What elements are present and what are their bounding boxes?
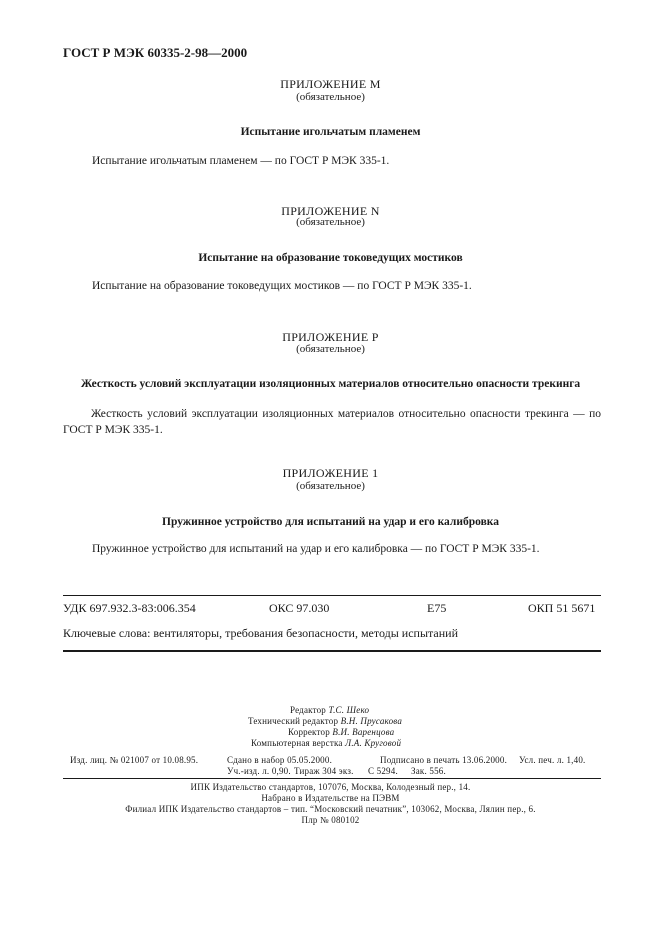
order-number: Зак. 556. [411, 766, 446, 776]
signed-date: Подписано в печать 13.06.2000. [380, 755, 508, 765]
oks-code: ОКС 97.030 [269, 601, 330, 615]
appendix-p-title: ПРИЛОЖЕНИЕ P [282, 330, 379, 344]
typeset-by: Набрано в Издательстве на ПЭВМ [261, 793, 400, 803]
okp-code: ОКП 51 5671 [528, 601, 596, 615]
appendix-p-heading: Жесткость условий эксплуатации изоляционных материалов относительно опасности трекинга [80, 378, 581, 390]
typeset-date: Сдано в набор 05.05.2000. [227, 755, 333, 765]
appendix-1-body: Пружинное устройство для испытаний на удар и его калибровка — по ГОСТ Р МЭК 335-1. [92, 543, 540, 555]
plr-number: Плр № 080102 [301, 815, 360, 825]
edu-sheets: Уч.-изд. л. 0,90. [227, 766, 291, 776]
appendix-n-body: Испытание на образование токоведущих мостиков — по ГОСТ Р МЭК 335-1. [92, 280, 472, 292]
layout-label: Компьютерная верстка [251, 738, 343, 748]
classification-bottom-rule [63, 650, 601, 652]
appendix-m-title: ПРИЛОЖЕНИЕ M [280, 77, 381, 91]
appendix-n-status: (обязательное) [296, 216, 365, 228]
group-code: Е75 [427, 601, 447, 615]
appendix-n-heading: Испытание на образование токоведущих мостиков [198, 252, 463, 264]
print-sheets: Усл. печ. л. 1,40. [519, 755, 586, 765]
corrector-name: В.И. Варенцова [332, 727, 395, 737]
appendix-p-status: (обязательное) [296, 343, 365, 355]
appendix-1-title: ПРИЛОЖЕНИЕ 1 [282, 466, 379, 480]
tech-editor-name: В.Н. Прусакова [340, 716, 403, 726]
editor-label: Редактор [290, 705, 327, 715]
appendix-1-heading: Пружинное устройство для испытаний на удар и его калибровка [162, 516, 499, 528]
branch-address: Филиал ИПК Издательство стандартов – тип. “Московский печатник”, 103062, Москва, Лялин пер., 6. [125, 804, 536, 814]
publisher-address: ИПК Издательство стандартов, 107076, Москва, Колодезный пер., 14. [190, 782, 471, 792]
appendix-m-heading: Испытание игольчатым пламенем [240, 126, 421, 138]
appendix-m-status: (обязательное) [296, 91, 365, 103]
udk-code: УДК 697.932.3-83:006.354 [63, 601, 196, 615]
license-text: Изд. лиц. № 021007 от 10.08.95. [70, 755, 199, 765]
document-code: ГОСТ Р МЭК 60335-2-98—2000 [63, 45, 248, 60]
keywords-line: Ключевые слова: вентиляторы, требования безопасности, методы испытаний [63, 626, 459, 640]
corrector-line [288, 727, 394, 737]
print-code: С 5294. [368, 766, 398, 776]
layout-name: Л.А. Круговой [345, 738, 402, 748]
tech-editor-line [248, 716, 402, 726]
print-run: Тираж 304 экз. [294, 766, 354, 776]
corrector-label: Корректор [288, 727, 330, 737]
editor-name: Т.С. Шеко [328, 705, 370, 715]
layout-line [251, 738, 401, 748]
appendix-1-status: (обязательное) [296, 480, 365, 492]
tech-editor-label: Технический редактор [248, 716, 339, 726]
appendix-m-body: Испытание игольчатым пламенем — по ГОСТ Р МЭК 335-1. [92, 155, 390, 167]
imprint-rule [63, 778, 601, 779]
appendix-n-title: ПРИЛОЖЕНИЕ N [281, 204, 380, 218]
editor-line [290, 705, 369, 715]
classification-top-rule [63, 595, 601, 596]
appendix-p-body: Жесткость условий эксплуатации изоляционных материалов относительно опасности трекинга — по ГОСТ Р МЭК 335-1. [63, 408, 601, 436]
